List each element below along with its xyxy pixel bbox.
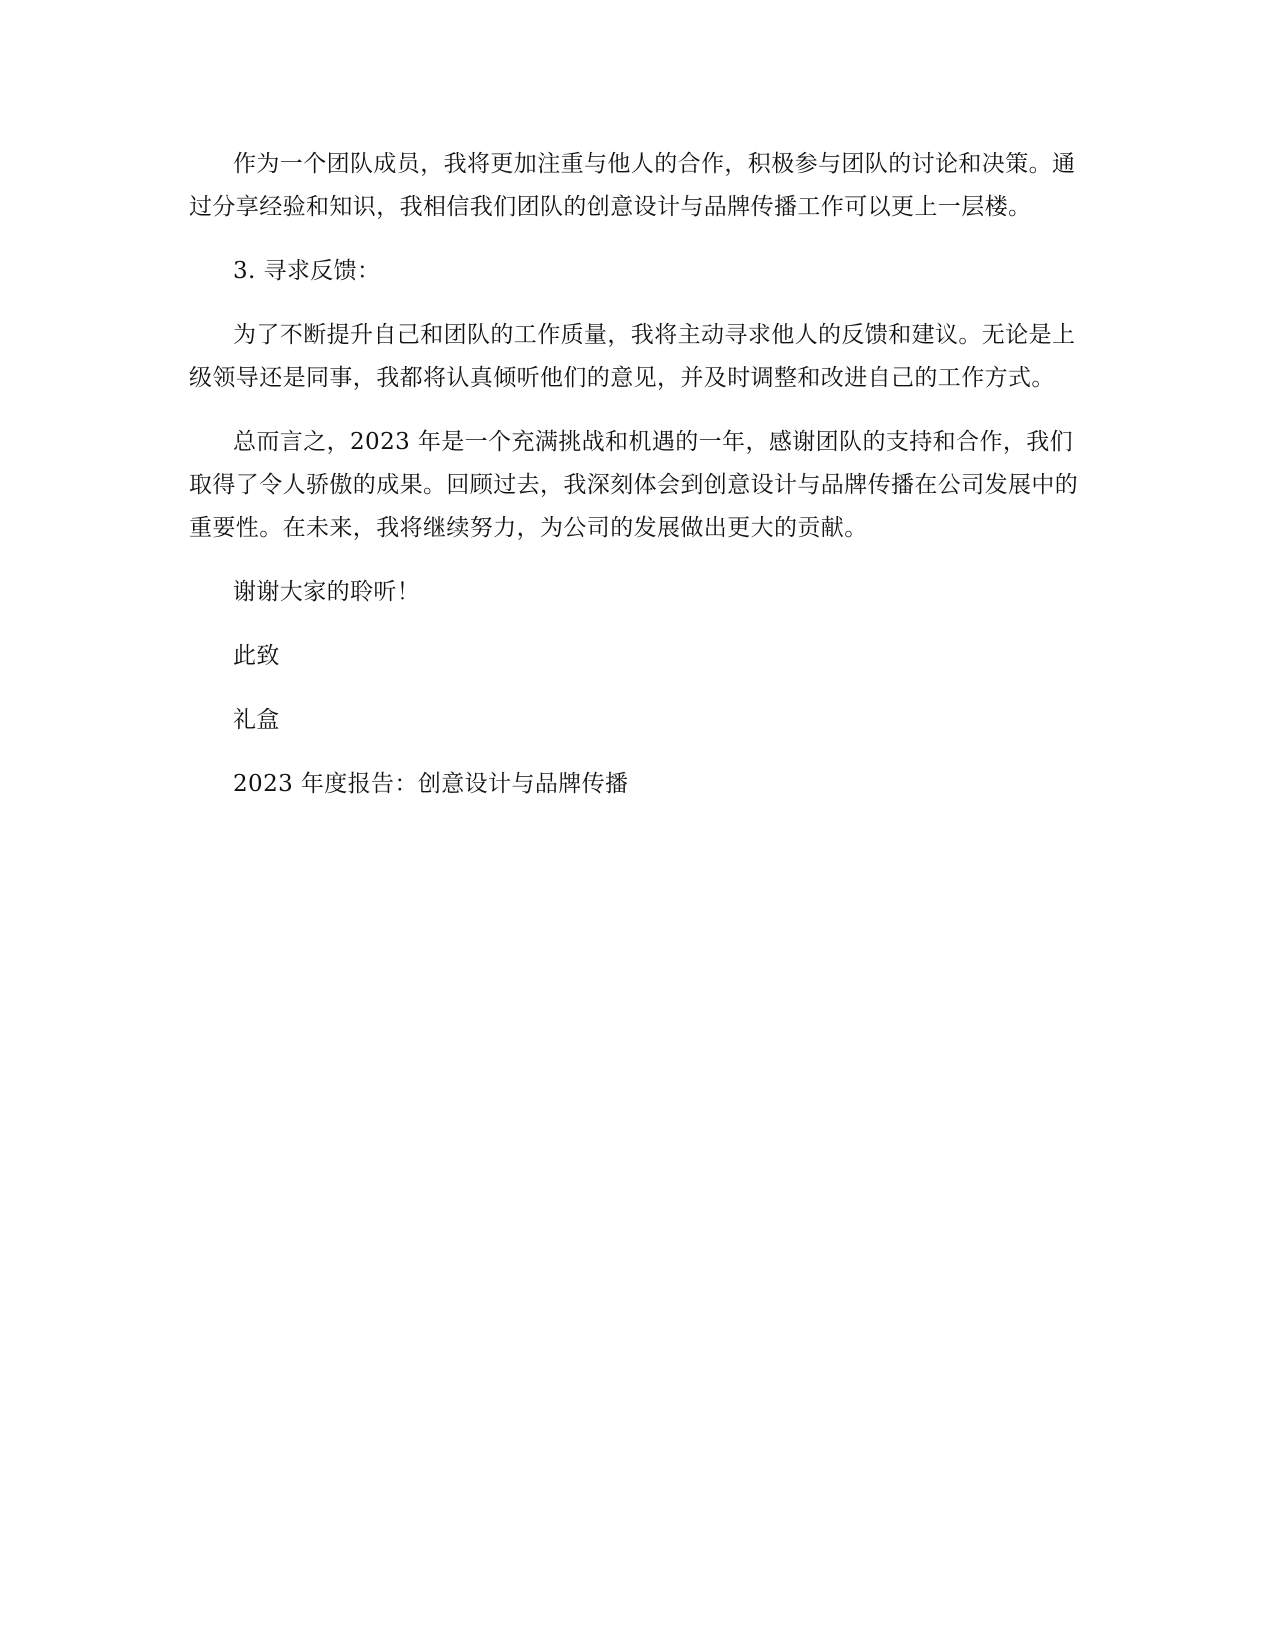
closing-salutation: 此致: [233, 643, 280, 669]
heading-seek-feedback: 3. 寻求反馈：: [233, 258, 381, 284]
report-title-line: 2023 年度报告：创意设计与品牌传播: [233, 771, 629, 797]
paragraph-feedback: 为了不断提升自己和团队的工作质量，我将主动寻求他人的反馈和建议。无论是上级领导还是同事，我都将认真倾听他们的意见，并及时调整和改进自己的工作方式。: [189, 322, 1076, 391]
closing-signature: 礼盒: [233, 707, 280, 733]
paragraph-teamwork: 作为一个团队成员，我将更加注重与他人的合作，积极参与团队的讨论和决策。通过分享经验和知识，我相信我们团队的创意设计与品牌传播工作可以更上一层楼。: [189, 151, 1076, 220]
paragraph-summary: 总而言之，2023 年是一个充满挑战和机遇的一年，感谢团队的支持和合作，我们取得了令人骄傲的成果。回顾过去，我深刻体会到创意设计与品牌传播在公司发展中的重要性。在未来，我将继续努力，为公司的发展做出更大的贡献。: [189, 429, 1079, 541]
thanks-line: 谢谢大家的聆听！: [233, 579, 421, 605]
document-body: [189, 143, 1089, 827]
